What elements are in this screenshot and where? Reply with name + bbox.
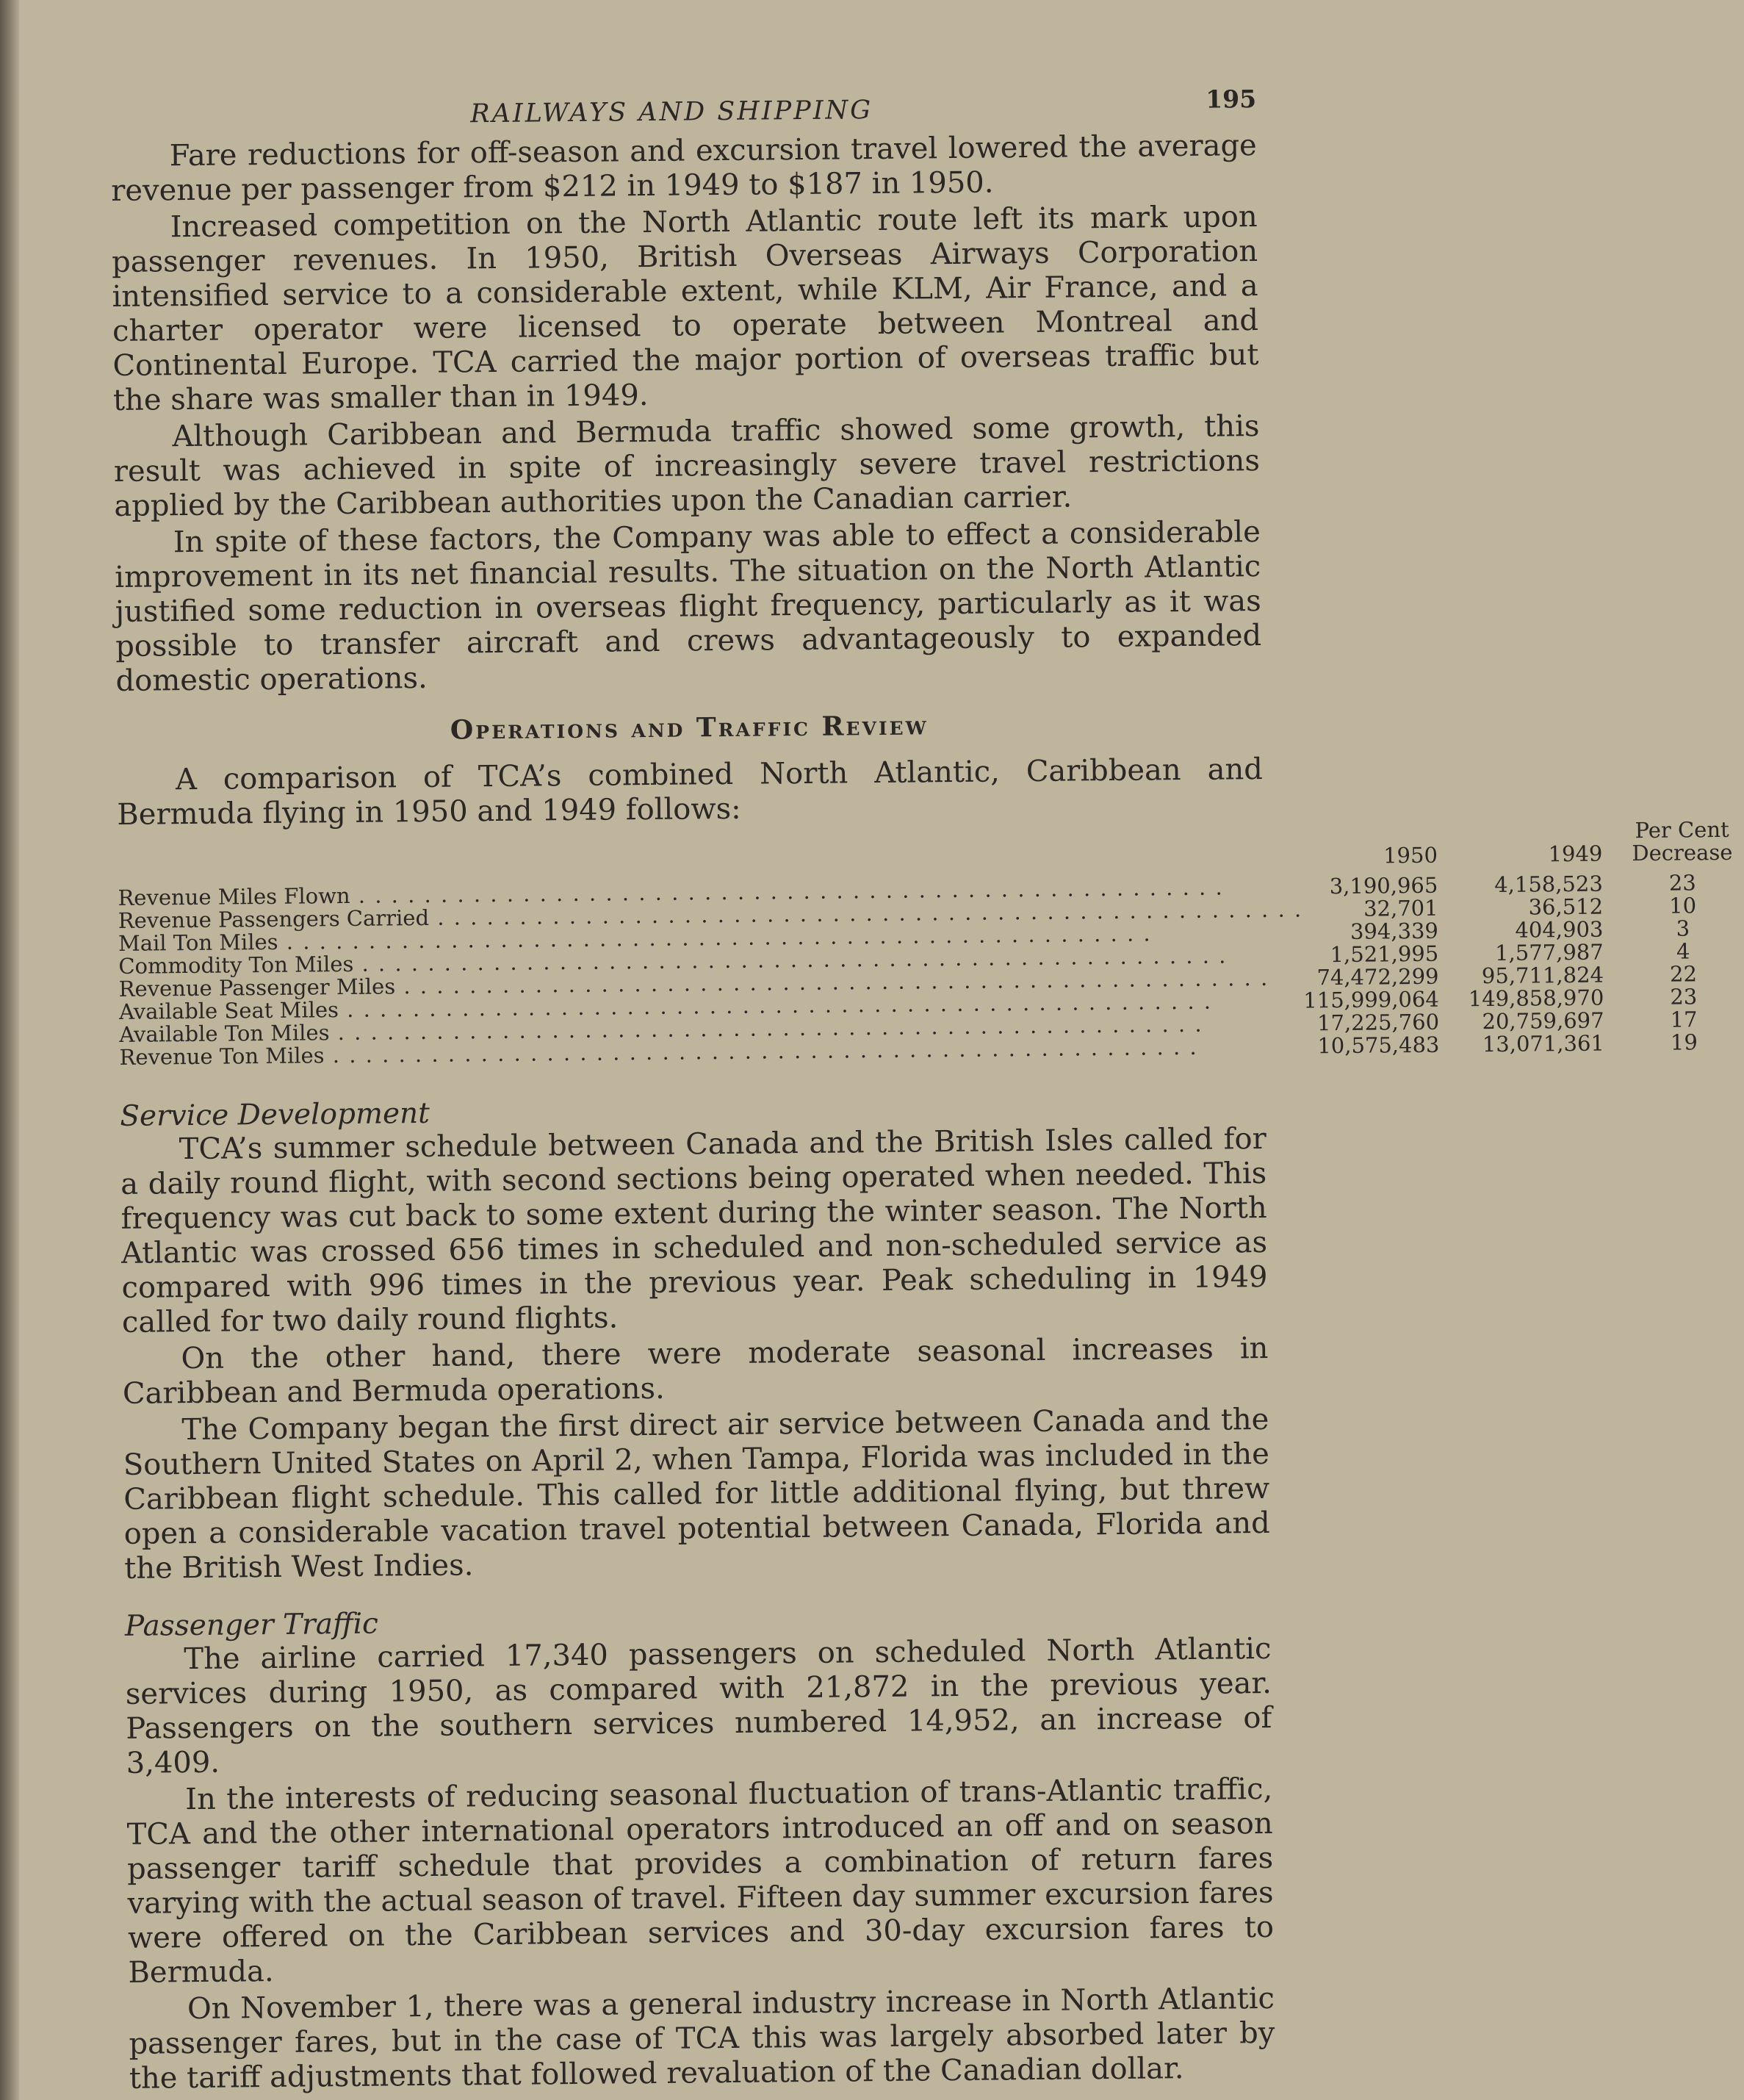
- value-1950: 1,521,995: [1330, 941, 1439, 968]
- paragraph-seasonal-increases: On the other hand, there were moderate seasonal increases in Caribbean and Bermuda operations.: [122, 1331, 1269, 1411]
- paragraph-tariff-schedule: In the interests of reducing seasonal fluctuation of trans-Atlantic traffic, TCA and the other international operators introduced an off and on season passenger tariff schedule that provides a combination of return fares varying with the actual season of travel. Fifteen day summer excursion fares were offered on the Caribbean services and 30-day excursion fares to Bermuda.: [126, 1772, 1275, 1990]
- value-1949: 149,858,970: [1468, 985, 1604, 1012]
- section-heading-operations: Operations and Traffic Review: [450, 710, 929, 746]
- value-percent: 23: [1668, 870, 1696, 896]
- value-1949: 1,577,987: [1494, 939, 1604, 966]
- value-1950: 32,701: [1363, 895, 1438, 921]
- paragraph-summer-schedule: TCA’s summer schedule between Canada and the British Isles called for a daily round flight, with second sections being operated when needed. This frequency was cut back to some extent during the winter season. The North Atlantic was crossed 656 times in scheduled and non-scheduled service as compared with 996 times in the previous year. Peak scheduling in 1949 called for two daily round flights.: [120, 1121, 1268, 1340]
- value-percent: 22: [1669, 961, 1698, 987]
- row-label: Available Ton Miles . . .: [119, 1012, 1304, 1046]
- value-1950: 17,225,760: [1316, 1009, 1440, 1036]
- paragraph-comparison-intro: A comparison of TCA’s combined North Atlantic, Caribbean and Bermuda flying in 1950 and 1949 follows:: [117, 752, 1264, 832]
- value-1949: 404,903: [1515, 916, 1604, 943]
- value-1949: 4,158,523: [1494, 871, 1603, 897]
- value-percent: 23: [1670, 984, 1698, 1010]
- paragraph-passengers-carried: The airline carried 17,340 passengers on scheduled North Atlantic services during 1950, as compared with 21,872 in the previous year. Passengers on the southern services numbered 14,952, an increase of 3,409.: [125, 1631, 1272, 1780]
- value-percent: 3: [1676, 916, 1690, 941]
- row-label: Revenue Miles Flown . . .: [118, 875, 1302, 909]
- paragraph-competition: Increased competition on the North Atlantic route left its mark upon passenger revenues. In 1950, British Overseas Airways Corporation intensified service to a considerable extent, while KLM, Air France, and a charter operator were licensed to operate between Montreal and Continental Europe. TCA carried the major portion of overseas traffic but the share was smaller than in 1949.: [111, 200, 1259, 417]
- subheading-service-development: Service Development: [120, 1096, 430, 1133]
- value-1949: 20,759,697: [1482, 1007, 1604, 1035]
- value-1949: 36,512: [1528, 893, 1604, 920]
- paragraph-caribbean-bermuda: Although Caribbean and Bermuda traffic showed some growth, this result was achieved in spite of increasingly severe travel restrictions applied by the Caribbean authorities upon the Canadian carrier.: [113, 409, 1261, 523]
- page-number: 195: [1206, 84, 1257, 114]
- paragraph-fare-increase: On November 1, there was a general industry increase in North Atlantic passenger fares, but in the case of TCA this was largely absorbed later by the tariff adjustments that followed revaluation of the Canadian dollar.: [129, 1981, 1275, 2096]
- value-1950: 115,999,064: [1303, 986, 1439, 1013]
- row-label: Revenue Passenger Miles . . .: [119, 966, 1304, 1000]
- table-header-1949: 1949: [1548, 841, 1603, 867]
- value-percent: 17: [1670, 1007, 1698, 1032]
- value-1950: 394,339: [1350, 918, 1439, 944]
- paragraph-fare-reductions: Fare reductions for off-season and excursion travel lowered the average revenue per passenger from $212 in 1949 to $187 in 1950.: [111, 129, 1257, 208]
- row-label: Revenue Ton Miles . . .: [119, 1035, 1304, 1068]
- table-header-percent-decrease: Per Cent Decrease: [1632, 816, 1733, 866]
- paragraph-financial-results: In spite of these factors, the Company was able to effect a considerable improvement in its net financial results. The situation on the North Atlantic justified some reduction in overseas flight frequency, particularly as it was possible to transfer aircraft and crews advantageously to expanded domestic operations.: [115, 514, 1262, 698]
- row-label: Available Seat Miles . . .: [119, 989, 1304, 1023]
- traffic-comparison-table: [118, 816, 1734, 1070]
- value-1950: 74,472,299: [1316, 963, 1439, 990]
- value-percent: 4: [1676, 938, 1690, 964]
- value-1950: 10,575,483: [1317, 1032, 1440, 1059]
- book-page: [110, 84, 1733, 2096]
- value-1949: 13,071,361: [1482, 1030, 1605, 1057]
- running-title: RAILWAYS AND SHIPPING: [470, 96, 873, 129]
- subheading-passenger-traffic: Passenger Traffic: [124, 1607, 379, 1643]
- row-label: Revenue Passengers Carried . . .: [118, 898, 1303, 932]
- book-spine-shadow: [0, 0, 19, 2100]
- value-percent: 19: [1670, 1029, 1698, 1055]
- value-1949: 95,711,824: [1481, 962, 1604, 989]
- row-label: Commodity Ton Miles . . .: [118, 943, 1303, 977]
- paragraph-southern-service: The Company began the first direct air service between Canada and the Southern United States on April 2, when Tampa, Florida was included in the Caribbean flight schedule. This called for little additional flying, but threw open a considerable vacation travel potential between Canada, Florida and the British West Indies.: [123, 1402, 1270, 1586]
- value-percent: 10: [1668, 893, 1697, 918]
- table-header-1950: 1950: [1383, 842, 1438, 869]
- row-label: Mail Ton Miles . . .: [118, 921, 1303, 954]
- value-1950: 3,190,965: [1329, 872, 1438, 899]
